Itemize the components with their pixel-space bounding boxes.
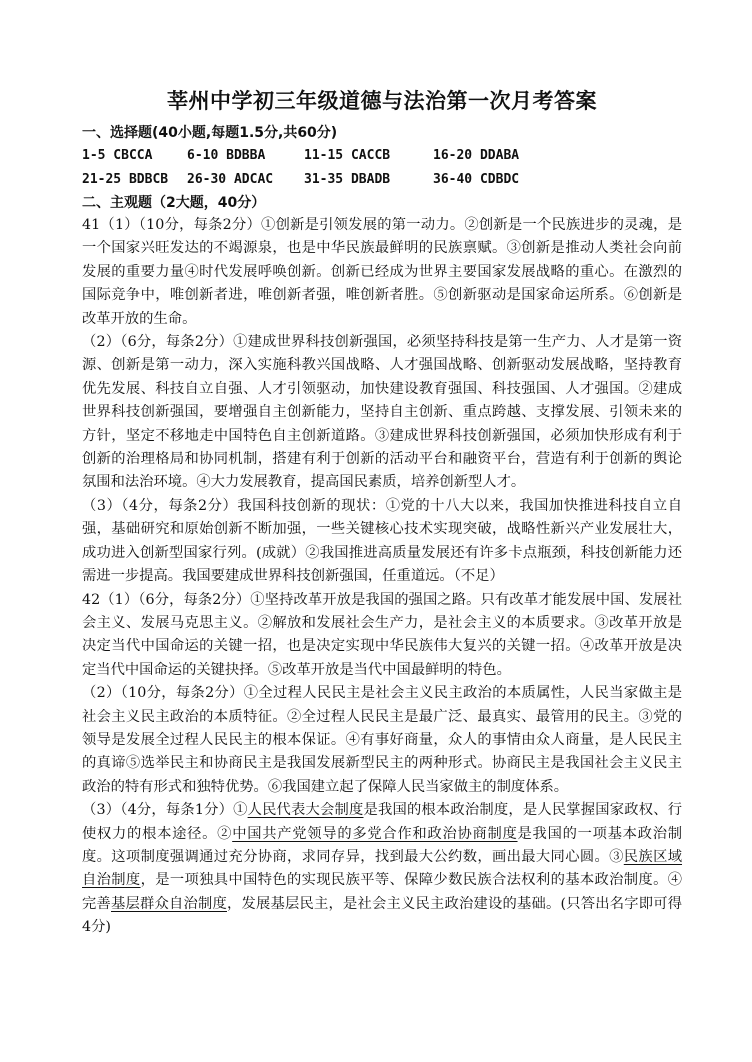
answer-group: 6-10 BDBBA <box>187 148 266 163</box>
answer-41-2: （2）（6分，每条2分）①建成世界科技创新强国，必须坚持科技是第一生产力、人才是第一资源、创新是第一动力，深入实施科教兴国战略、人才强国战略、创新驱动发展战略，坚持教育优先发展、科技自立自强、人才引领驱动，加快建设教育强国、科技强国、人才强国。②建成世界科技创新强国，要增强自主创新能力，坚持自主创新、重点跨越、支撑发展、引领未来的方针，坚定不移地走中国特色自主创新道路。③建成世界科技创新强国，必须加快形成有利于创新的治理格局和协同机制，搭建有利于创新的活动平台和融资平台，营造有利于创新的舆论氛围和法治环境。④大力发展教育，提高国民素质，培养创新型人才。 <box>82 334 682 491</box>
answer-text: ，发展基层民主，是社会主义民主政治建设的基础。(只答出名字即可得4分) <box>82 895 682 936</box>
page-title: 莘州中学初三年级道德与法治第一次月考答案 <box>167 89 597 113</box>
answer-text: ，是一项独具中国特色的实现民族平等、保障少数民族合法权利的基本政治制度。④完善 <box>82 872 683 912</box>
underlined-term: 人民代表大会制度 <box>247 802 364 819</box>
answer-group: 1-5 CBCCA <box>82 148 153 163</box>
underlined-term: 中国共产党领导的多党合作和政治协商制度 <box>232 825 518 842</box>
answer-text: 是我国的根本政治制度，是人民掌握国家政权、行使权力的根本途径。② <box>82 802 683 842</box>
answer-row-2 <box>82 168 682 192</box>
section-subjective-heading: 二、主观题（2大题，40分） <box>82 195 266 211</box>
answer-group: 21-25 BDBCB <box>82 172 169 187</box>
underlined-term: 民族区域自治制度 <box>82 848 683 889</box>
answer-group: 16-20 DDABA <box>433 148 520 163</box>
answer-41-3: （3）（4分，每条2分）我国科技创新的现状：①党的十八大以来，我国加快推进科技自立自强，基础研究和原始创新不断加强，一些关键核心技术实现突破，战略性新兴产业发展壮大，成功进入创新型国家行列。(成就）②我国推进高质量发展还有许多卡点瓶颈，科技创新能力还需进一步提高。我国要建成世界科技创新强国，任重道远。（不足） <box>82 497 682 585</box>
underlined-term: 基层群众自治制度 <box>111 895 227 912</box>
answer-41-1: 41（1）（10分，每条2分）①创新是引领发展的第一动力。②创新是一个民族进步的灵魂，是一个国家兴旺发达的不竭源泉，也是中华民族最鲜明的民族禀赋。③创新是推动人类社会向前发展的重要力量④时代发展呼唤创新。创新已经成为世界主要国家发展战略的重心。在激烈的国际竞争中，唯创新者进，唯创新者强，唯创新者胜。⑤创新驱动是国家命运所系。⑥创新是改革开放的生命。 <box>82 217 682 327</box>
section-choice-heading: 一、选择题(40小题,每题1.5分,共60分) <box>82 125 338 141</box>
answer-group: 26-30 ADCAC <box>187 172 274 187</box>
answer-row-1 <box>82 144 682 168</box>
answer-42-3 <box>82 799 682 939</box>
answer-text: 是我国的一项基本政治制度。这项制度强调通过充分协商，求同存异，找到最大公约数，画出最大同心圆。③ <box>82 825 683 865</box>
answer-42-2: （2）（10分，每条2分）①全过程人民民主是社会主义民主政治的本质属性，人民当家做主是社会主义民主政治的本质特征。②全过程人民民主是最广泛、最真实、最管用的民主。③党的领导是发展全过程人民民主的根本保证。④有事好商量，众人的事情由众人商量，是人民民主的真谛⑤选举民主和协商民主是我国发展新型民主的两种形式。协商民主是我国社会主义民主政治的特有形式和独特优势。⑥我国建立起了保障人民当家做主的制度体系。 <box>82 685 682 795</box>
answer-group: 31-35 DBADB <box>304 172 391 187</box>
answer-group: 36-40 CDBDC <box>433 172 520 187</box>
answer-group: 11-15 CACCB <box>304 148 391 163</box>
answer-text: （3）（4分，每条1分）① <box>82 802 248 819</box>
answer-42-1: 42（1）（6分，每条2分）①坚持改革开放是我国的强国之路。只有改革才能发展中国、发展社会主义、发展马克思主义。②解放和发展社会生产力，是社会主义的本质要求。③改革开放是决定当代中国命运的关键一招，也是决定实现中华民族伟大复兴的关键一招。④改革开放是决定当代中国命运的关键抉择。⑤改革开放是当代中国最鲜明的特色。 <box>82 591 682 678</box>
